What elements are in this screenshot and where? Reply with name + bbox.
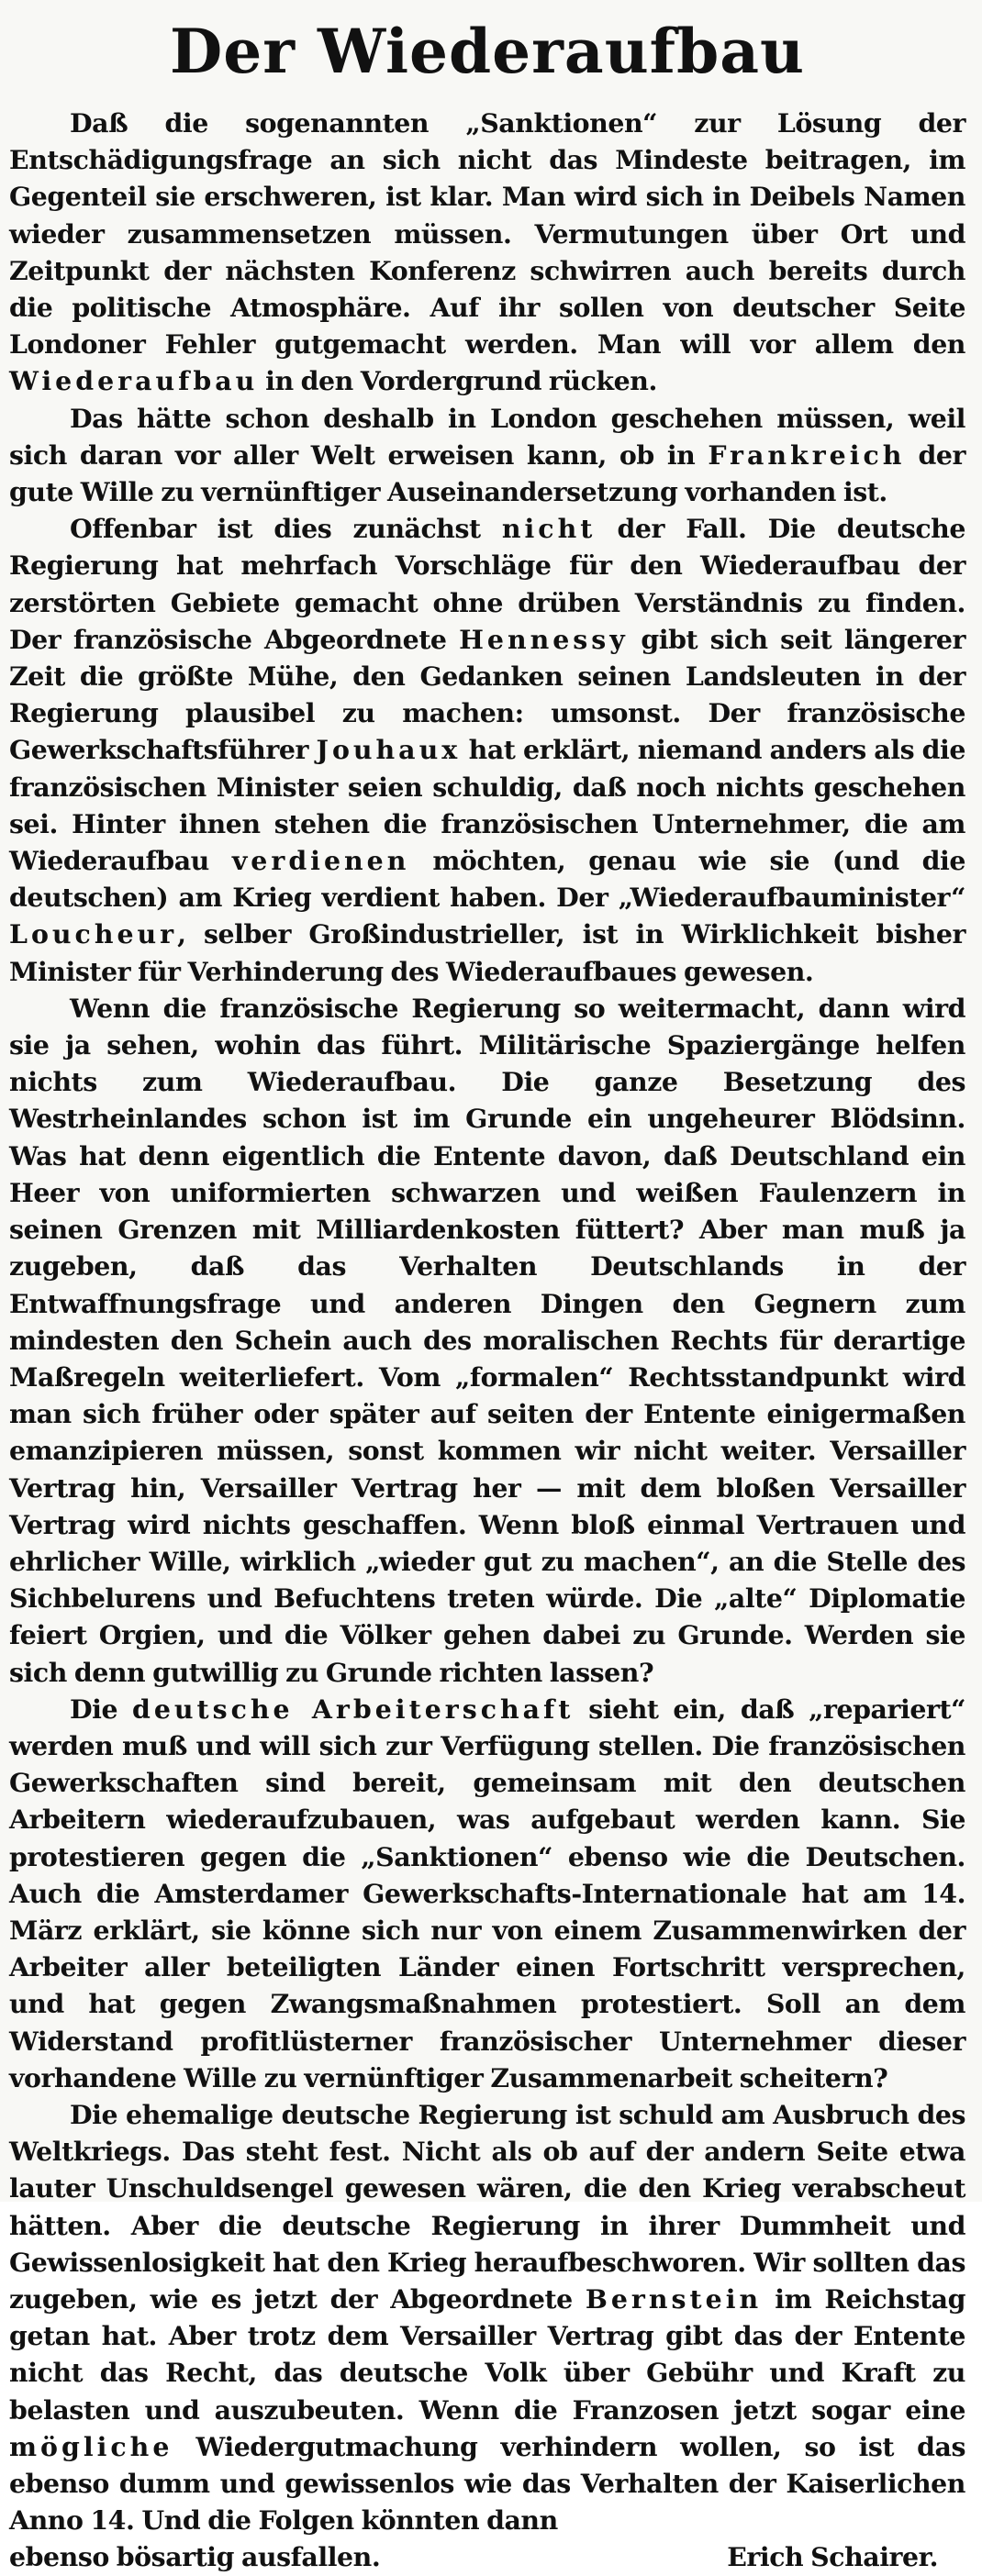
author-signature: Erich Schairer. (727, 2541, 938, 2573)
article-headline: Der Wiederaufbau (170, 16, 805, 87)
emphasis-bernstein: Bernstein (585, 2282, 763, 2315)
text-run: der gute Wille zu vernünftiger Auseinandersetzung vorhanden ist. (9, 439, 965, 508)
article-body (9, 105, 965, 2576)
text-run: Offenbar ist dies zunächst (70, 513, 502, 545)
emphasis-nicht: nicht (501, 513, 597, 545)
emphasis-hennessy: Hennessy (459, 623, 629, 655)
closing-line (9, 2538, 965, 2575)
text-run: in den Vordergrund rücken. (258, 365, 657, 397)
text-run: Wiedergutmachung verhindern wollen, so ist das ebenso dumm und gewissenlos wie das Verhalten der Kaiserlichen Anno 14. Und die Folgen könnten dann (9, 2430, 965, 2537)
text-run: möchten, genau wie sie (und die deutschen) am Krieg verdient haben. Der „Wiederaufbauminister“ (9, 845, 965, 914)
paragraph-5 (9, 1691, 965, 2096)
emphasis-moegliche: mögliche (9, 2430, 173, 2462)
emphasis-wiederaufbau: Wiederaufbau (9, 365, 259, 397)
paragraph-1 (9, 105, 965, 400)
text-run: der Fall. Die deutsche Regierung hat mehrfach Vorschläge für den Wiederaufbau der zerstörten Gebiete gemacht ohne drüben Verständnis zu finden. Der französische Abgeordnete (9, 513, 965, 655)
emphasis-deutsche-arbeiterschaft: deutsche Arbeiterschaft (131, 1693, 575, 1725)
text-run: Das hätte schon deshalb in London geschehen müssen, weil sich daran vor aller Welt erweisen kann, ob in (9, 402, 965, 471)
text-run: Die ehemalige deutsche Regierung ist schuld am Ausbruch des Weltkriegs. Das steht fest. Nicht als ob auf der andern Seite etwa lauter Unschuldsengel gewesen wären, die den Krieg verabscheut hätten. Aber die deutsche Regierung in ihrer Dummheit und Gewissenlosigkeit hat den Krieg heraufbeschworen. Wir sollten das zugeben, wie es jetzt der Abgeordnete (9, 2098, 965, 2315)
text-run: im Reichstag getan hat. Aber trotz dem Versailler Vertrag gibt das der Entente nicht das Recht, das deutsche Volk über Gebühr und Kraft zu belasten und auszubeuten. Wenn die Franzosen jetzt sogar eine (9, 2282, 965, 2426)
text-run: Die (70, 1693, 132, 1725)
closing-text: ebenso bösartig ausfallen. (9, 2541, 381, 2573)
paragraph-6 (9, 2096, 965, 2538)
emphasis-jouhaux: Jouhaux (316, 734, 462, 766)
paragraph-3 (9, 510, 965, 990)
text-run: hat erklärt, niemand anders als die französischen Minister seien schuldig, daß noch nichts geschehen sei. Hinter ihnen stehen die französischen Unternehmer, die am Wiederaufbau (9, 734, 965, 877)
text-run: sieht ein, daß „repariert“ werden muß und will sich zur Verfügung stellen. Die französischen Gewerkschaften sind bereit, gemeinsam mit den deutschen Arbeitern wiederaufzubauen, was aufgebaut werden kann. Sie protestieren gegen die „Sanktionen“ ebenso wie die Deutschen. Auch die Amsterdamer Gewerkschafts-Internationale hat am 14. März erklärt, sie könne sich nur von einem Zusammenwirken der Arbeiter aller beteiligten Länder einen Fortschritt versprechen, und hat gegen Zwangsmaßnahmen protestiert. Soll an dem Widerstand profitlüsterner französischer Unternehmer dieser vorhandene Wille zu vernünftiger Zusammenarbeit scheitern? (9, 1693, 965, 2093)
text-run: , selber Großindustrieller, ist in Wirklichkeit bisher Minister für Verhinderung des Wiederaufbaues gewesen. (9, 918, 965, 987)
emphasis-verdienen: verdienen (231, 845, 410, 877)
emphasis-loucheur: Loucheur (9, 918, 178, 950)
paragraph-2 (9, 400, 965, 511)
text-run: Daß die sogenannten „Sanktionen“ zur Lösung der Entschädigungsfrage an sich nicht das Mindeste beitragen, im Gegenteil sie erschweren, ist klar. Man wird sich in Deibels Namen wieder zusammensetzen müssen. Vermutungen über Ort und Zeitpunkt der nächsten Konferenz schwirren auch bereits durch die politische Atmosphäre. Auf ihr sollen von deutscher Seite Londoner Fehler gutgemacht werden. Man will vor allem den (9, 107, 965, 361)
text-run: gibt sich seit längerer Zeit die größte Mühe, den Gedanken seinen Landsleuten in der Regierung plausibel zu machen: umsonst. Der französische Gewerkschaftsführer (9, 623, 965, 766)
paragraph-4: Wenn die französische Regierung so weitermacht, dann wird sie ja sehen, wohin das führt. Militärische Spaziergänge helfen nichts zum Wiederaufbau. Die ganze Besetzung des Westrheinlandes schon ist im Grunde ein ungeheurer Blödsinn. Was hat denn eigentlich die Entente davon, daß Deutschland ein Heer von uniformierten schwarzen und weißen Faulenzern in seinen Grenzen mit Milliardenkosten füttert? Aber man muß ja zugeben, daß das Verhalten Deutschlands in der Entwaffnungsfrage und anderen Dingen den Gegnern zum mindesten den Schein auch des moralischen Rechts für derartige Maßregeln weiterliefert. Vom „formalen“ Rechtsstandpunkt wird man sich früher oder später auf seiten der Entente einigermaßen emanzipieren müssen, sonst kommen wir nicht weiter. Versailler Vertrag hin, Versailler Vertrag her — mit dem bloßen Versailler Vertrag wird nichts geschaffen. Wenn bloß einmal Vertrauen und ehrlicher Wille, wirklich „wieder gut zu machen“, an die Stelle des Sichbelurens und Befuchtens treten würde. Die „alte“ Diplomatie feiert Orgien, und die Völker gehen dabei zu Grunde. Werden sie sich denn gutwillig zu Grunde richten lassen? (9, 992, 965, 1688)
emphasis-frankreich: Frankreich (708, 439, 906, 471)
